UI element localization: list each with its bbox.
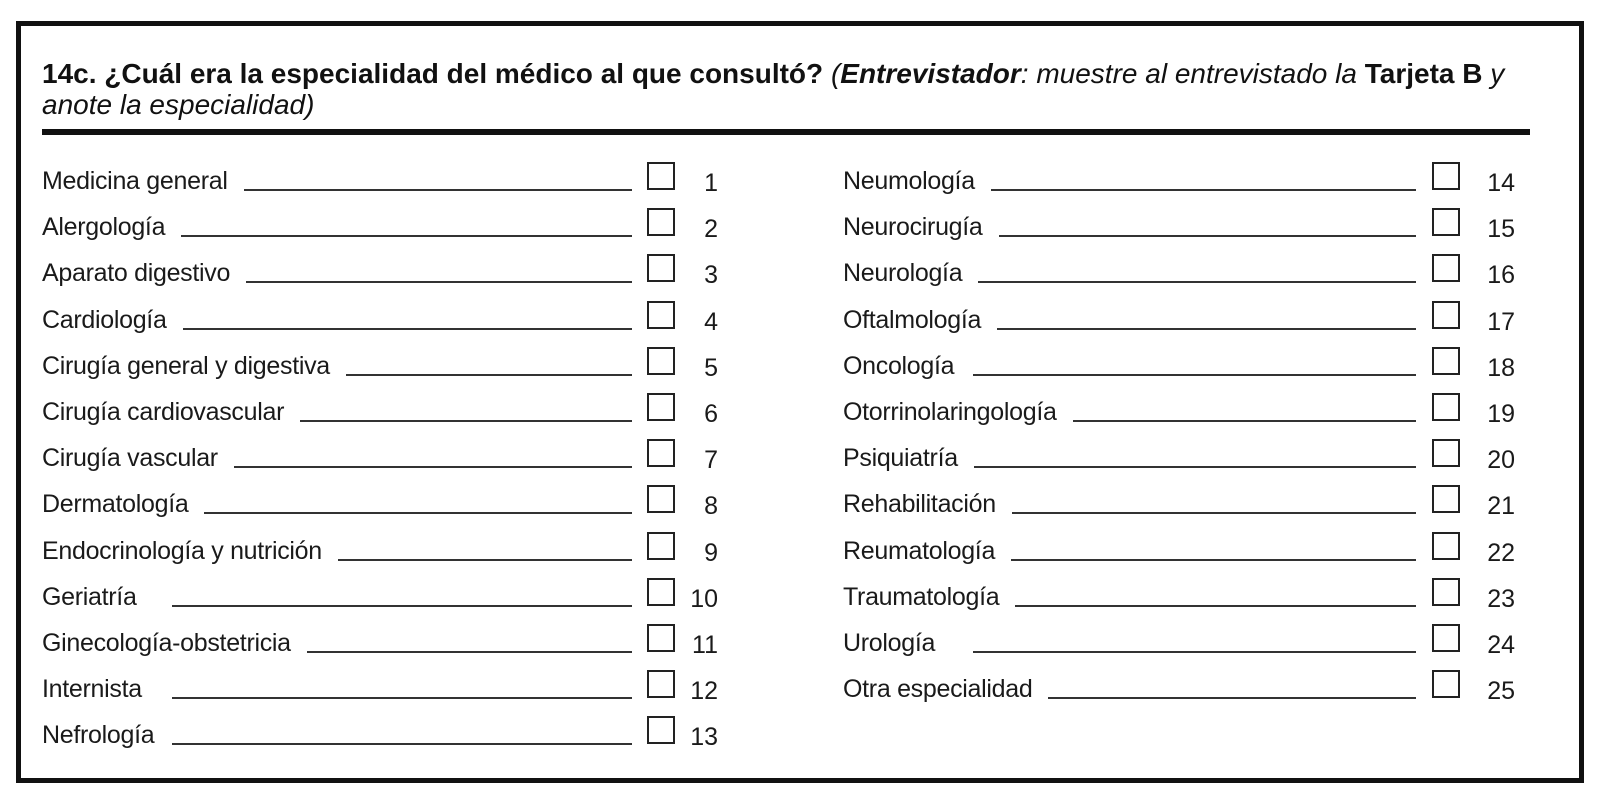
option-code: 2 xyxy=(704,215,718,244)
option-row[interactable] xyxy=(843,301,1543,347)
option-checkbox[interactable] xyxy=(1432,532,1460,560)
heading-divider xyxy=(42,129,1530,135)
option-label: Endocrinología y nutrición xyxy=(42,536,338,566)
option-label: Cirugía general y digestiva xyxy=(42,351,346,381)
option-code: 13 xyxy=(690,723,718,752)
leader-line xyxy=(973,559,1416,561)
option-checkbox[interactable] xyxy=(647,624,675,652)
leader-line xyxy=(973,512,1416,514)
leader-line xyxy=(172,605,632,607)
option-code: 15 xyxy=(1487,215,1515,244)
option-code: 14 xyxy=(1487,169,1515,197)
leader-line xyxy=(973,605,1416,607)
option-label: Neurología xyxy=(843,258,978,288)
option-label: Dermatología xyxy=(42,489,204,519)
option-label: Ginecología-obstetricia xyxy=(42,628,307,658)
option-row[interactable] xyxy=(42,485,732,531)
option-code: 22 xyxy=(1487,538,1515,567)
option-code: 4 xyxy=(704,307,718,336)
option-label: Geriatría xyxy=(42,582,153,612)
option-code: 7 xyxy=(704,446,718,475)
option-label: Alergología xyxy=(42,212,181,242)
option-checkbox[interactable] xyxy=(647,254,675,282)
option-row[interactable] xyxy=(42,578,732,624)
options-right-column xyxy=(843,162,1543,716)
leader-line xyxy=(973,651,1416,653)
instruction-part-2: y anote la especialidad) xyxy=(42,58,1505,120)
question-text: 14c. ¿Cuál era la especialidad del médico al que consultó? xyxy=(42,58,824,89)
option-row[interactable] xyxy=(42,301,732,347)
option-checkbox[interactable] xyxy=(647,716,675,744)
option-row[interactable] xyxy=(42,208,732,254)
leader-line xyxy=(973,328,1416,330)
options-left-column xyxy=(42,162,732,762)
leader-line xyxy=(172,697,632,699)
option-label: Aparato digestivo xyxy=(42,258,246,288)
option-checkbox[interactable] xyxy=(1432,254,1460,282)
leader-line xyxy=(172,328,632,330)
option-checkbox[interactable] xyxy=(1432,162,1460,190)
card-label: Tarjeta B xyxy=(1364,58,1483,89)
option-row[interactable] xyxy=(843,347,1543,393)
option-row[interactable] xyxy=(843,439,1543,485)
option-code: 5 xyxy=(704,353,718,382)
option-row[interactable] xyxy=(42,716,732,762)
option-label: Otra especialidad xyxy=(843,674,1048,704)
option-row[interactable] xyxy=(42,254,732,300)
option-label: Cardiología xyxy=(42,305,183,335)
option-checkbox[interactable] xyxy=(647,347,675,375)
option-row[interactable] xyxy=(843,532,1543,578)
option-row[interactable] xyxy=(42,532,732,578)
option-code: 11 xyxy=(692,630,718,659)
option-code: 20 xyxy=(1487,446,1515,475)
leader-line xyxy=(973,374,1416,376)
leader-line xyxy=(973,466,1416,468)
option-label: Traumatología xyxy=(843,582,1015,612)
interviewer-label: Entrevistador xyxy=(840,58,1021,89)
leader-line xyxy=(172,512,632,514)
option-row[interactable] xyxy=(843,578,1543,624)
option-code: 16 xyxy=(1487,261,1515,290)
option-checkbox[interactable] xyxy=(647,393,675,421)
option-label: Reumatología xyxy=(843,536,1011,566)
option-checkbox[interactable] xyxy=(1432,208,1460,236)
option-label: Medicina general xyxy=(42,166,244,196)
option-checkbox[interactable] xyxy=(1432,485,1460,513)
option-checkbox[interactable] xyxy=(1432,393,1460,421)
option-row[interactable] xyxy=(42,393,732,439)
option-checkbox[interactable] xyxy=(1432,624,1460,652)
question-heading xyxy=(42,58,1542,120)
leader-line xyxy=(172,743,632,745)
option-checkbox[interactable] xyxy=(1432,439,1460,467)
option-label: Cirugía cardiovascular xyxy=(42,397,300,427)
option-label: Rehabilitación xyxy=(843,489,1012,519)
option-row[interactable] xyxy=(42,347,732,393)
leader-line xyxy=(973,281,1416,283)
option-code: 12 xyxy=(690,677,718,706)
option-code: 10 xyxy=(690,584,718,613)
option-row[interactable] xyxy=(843,393,1543,439)
option-checkbox[interactable] xyxy=(647,670,675,698)
option-label: Urología xyxy=(843,628,951,658)
option-code: 1 xyxy=(704,169,718,197)
option-code: 24 xyxy=(1487,630,1515,659)
instruction-open-paren: ( xyxy=(830,58,841,89)
option-label: Oncología xyxy=(843,351,970,381)
leader-line xyxy=(172,235,632,237)
option-label: Internista xyxy=(42,674,158,704)
option-row[interactable] xyxy=(843,624,1543,670)
option-checkbox[interactable] xyxy=(647,439,675,467)
leader-line xyxy=(973,189,1416,191)
option-checkbox[interactable] xyxy=(1432,578,1460,606)
option-label: Oftalmología xyxy=(843,305,997,335)
option-code: 9 xyxy=(704,538,718,567)
option-code: 8 xyxy=(704,492,718,521)
instruction-part-1: : muestre al entrevistado la xyxy=(1020,58,1365,89)
option-checkbox[interactable] xyxy=(647,162,675,190)
option-row[interactable] xyxy=(843,208,1543,254)
option-row[interactable] xyxy=(42,439,732,485)
option-code: 23 xyxy=(1487,584,1515,613)
option-code: 19 xyxy=(1487,399,1515,428)
option-checkbox[interactable] xyxy=(647,301,675,329)
option-row[interactable] xyxy=(843,254,1543,300)
option-code: 18 xyxy=(1487,353,1515,382)
option-code: 21 xyxy=(1487,492,1515,521)
option-checkbox[interactable] xyxy=(647,578,675,606)
option-checkbox[interactable] xyxy=(1432,670,1460,698)
option-checkbox[interactable] xyxy=(647,532,675,560)
option-label: Neumología xyxy=(843,166,991,196)
option-row[interactable] xyxy=(42,624,732,670)
option-label: Neurocirugía xyxy=(843,212,999,242)
option-label: Cirugía vascular xyxy=(42,443,234,473)
option-row[interactable] xyxy=(843,670,1543,716)
option-checkbox[interactable] xyxy=(647,208,675,236)
option-label: Psiquiatría xyxy=(843,443,974,473)
leader-line xyxy=(973,235,1416,237)
leader-line xyxy=(172,466,632,468)
option-code: 17 xyxy=(1487,307,1515,336)
option-label: Otorrinolaringología xyxy=(843,397,1073,427)
option-checkbox[interactable] xyxy=(1432,301,1460,329)
option-label: Nefrología xyxy=(42,720,170,750)
option-row[interactable] xyxy=(843,485,1543,531)
option-code: 25 xyxy=(1487,677,1515,706)
option-code: 3 xyxy=(704,261,718,290)
option-row[interactable] xyxy=(42,670,732,716)
option-code: 6 xyxy=(704,399,718,428)
option-row[interactable] xyxy=(42,162,732,208)
option-row[interactable] xyxy=(843,162,1543,208)
option-checkbox[interactable] xyxy=(1432,347,1460,375)
option-checkbox[interactable] xyxy=(647,485,675,513)
